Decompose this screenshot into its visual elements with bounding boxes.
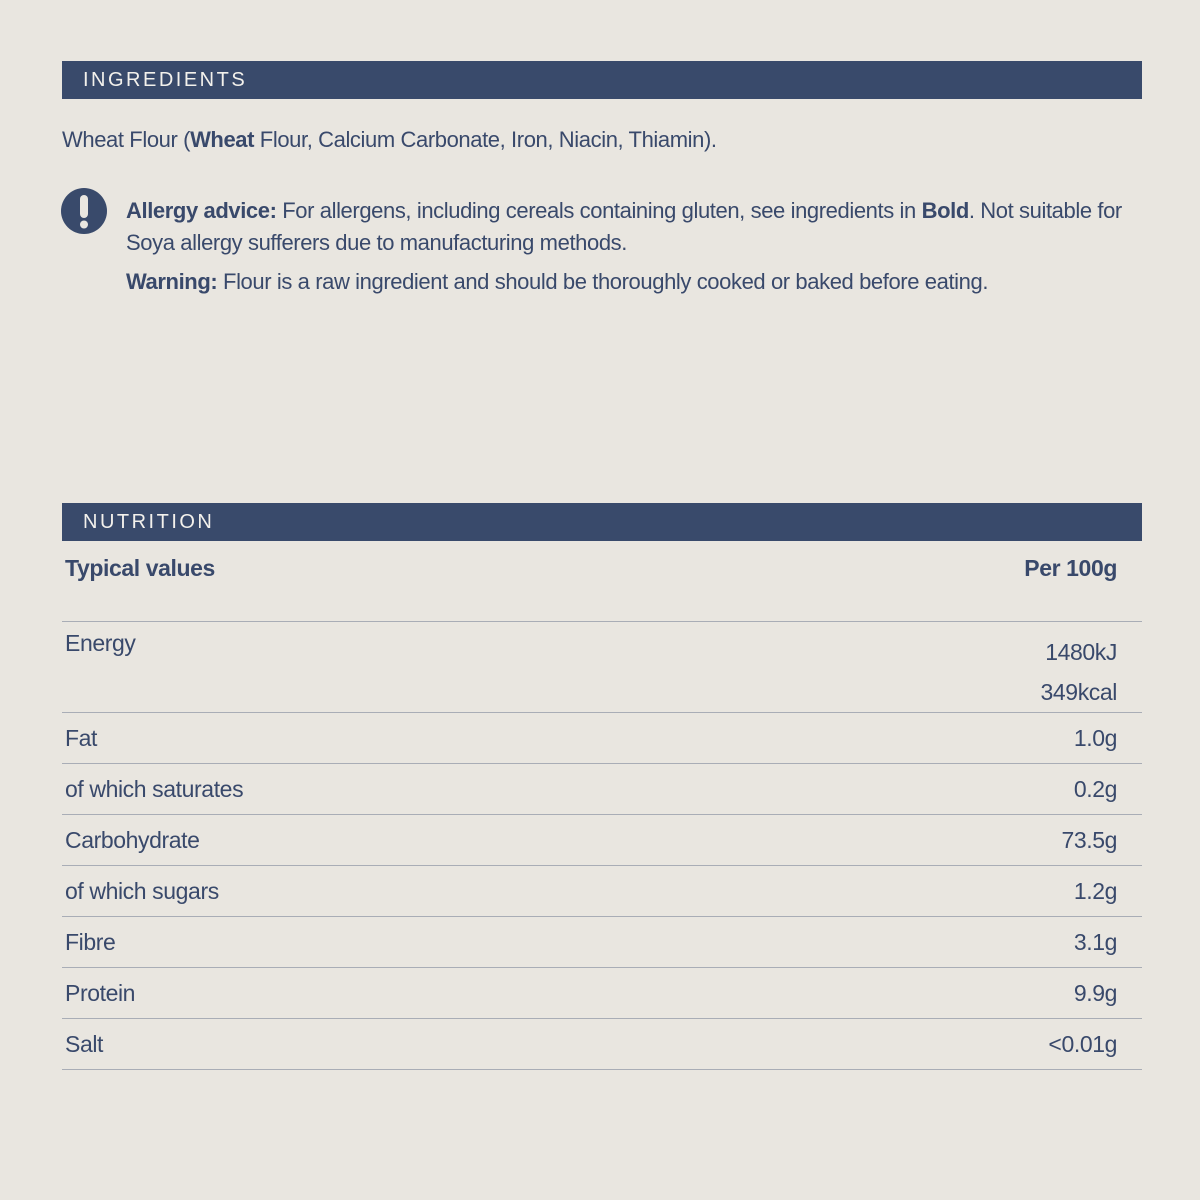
nutrition-table [62, 541, 1142, 1070]
nutrition-table-header [62, 541, 1142, 622]
nutrient-label: Fibre [65, 929, 116, 955]
table-row [62, 713, 1142, 764]
table-row [62, 866, 1142, 917]
energy-values [1041, 632, 1117, 712]
warning-text: Flour is a raw ingredient and should be thoroughly cooked or baked before eating. [217, 269, 989, 294]
nutrient-value: 1.0g [1073, 725, 1117, 751]
ingredients-list [62, 124, 1142, 156]
allergy-advice-text-1: For allergens, including cereals containing gluten, see ingredients in [276, 198, 922, 223]
table-row [62, 764, 1142, 815]
warning-note [126, 266, 1142, 298]
ingredients-allergen-bold: Wheat [190, 127, 255, 152]
exclamation-icon [61, 188, 107, 234]
warning-label: Warning: [126, 269, 218, 294]
nutrient-value: 0.2g [1073, 776, 1117, 802]
allergy-advice-text-2: . Not suitable for Soya allergy sufferers due to manufacturing methods. [126, 198, 1122, 255]
allergy-advice [126, 195, 1142, 259]
nutrient-value: 3.1g [1073, 929, 1117, 955]
nutrition-heading: NUTRITION [62, 503, 1142, 541]
nutrient-label: Protein [65, 980, 136, 1006]
nutrient-value: 73.5g [1061, 827, 1117, 853]
nutrient-label: Carbohydrate [65, 827, 200, 853]
allergy-advice-label: Allergy advice: [126, 198, 277, 223]
ingredients-heading: INGREDIENTS [62, 61, 1142, 99]
nutrient-value: 1.2g [1073, 878, 1117, 904]
allergy-advice-bold: Bold [921, 198, 969, 223]
table-row [62, 815, 1142, 866]
nutrient-value: <0.01g [1048, 1031, 1117, 1057]
nutrient-label: Salt [65, 1031, 104, 1057]
nutrient-label: of which saturates [65, 776, 244, 802]
ingredients-text-prefix: Wheat Flour ( [62, 127, 191, 152]
table-row [62, 968, 1142, 1019]
typical-values-label: Typical values [65, 555, 215, 581]
nutrient-label: Fat [65, 725, 98, 751]
energy-kcal: 349kcal [1040, 679, 1117, 705]
table-row-energy [62, 622, 1142, 713]
energy-label: Energy [65, 630, 136, 656]
per-100g-label: Per 100g [1024, 555, 1117, 581]
nutrient-label: of which sugars [65, 878, 219, 904]
nutrient-value: 9.9g [1073, 980, 1117, 1006]
ingredients-text-suffix: Flour, Calcium Carbonate, Iron, Niacin, Thiamin). [254, 127, 717, 152]
table-row [62, 917, 1142, 968]
table-row [62, 1019, 1142, 1070]
energy-kj: 1480kJ [1045, 639, 1117, 665]
